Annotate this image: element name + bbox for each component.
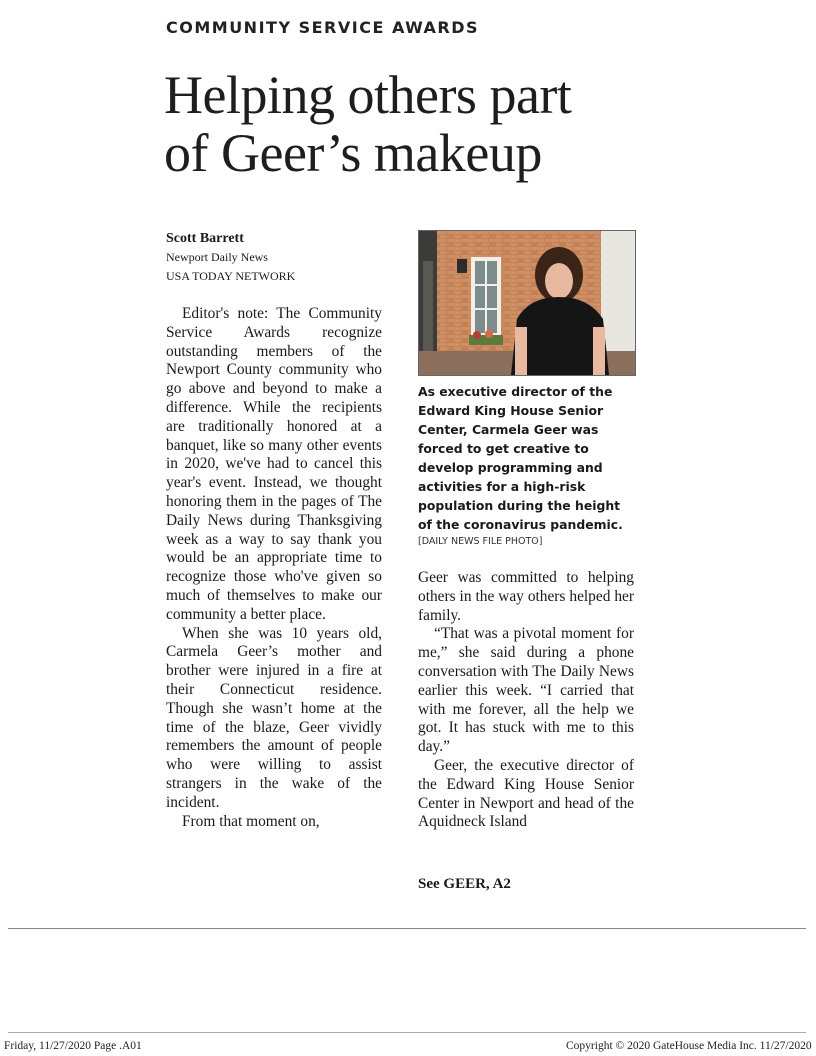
page-divider: [8, 928, 806, 929]
section-kicker: COMMUNITY SERVICE AWARDS: [166, 18, 480, 37]
paragraph: “That was a pivotal moment for me,” she said during a phone conversation with The Daily News earlier this week. “I carried that with me forever, all the help we got. It has stuck with me to this day.”: [418, 625, 634, 756]
photo-caption: As executive director of the Edward King House Senior Center, Carmela Geer was forced to get creative to develop programming and activities for a high-risk population during the height of the coronavirus pandemic.: [418, 384, 623, 532]
photo-illustration: [419, 231, 635, 375]
article-photo: [418, 230, 636, 376]
jump-line: See GEER, A2: [418, 876, 511, 892]
footer-date-page: Friday, 11/27/2020 Page .A01: [4, 1040, 142, 1052]
paragraph: When she was 10 years old, Carmela Geer’s mother and brother were injured in a fire at their Connecticut residence. Though she wasn’t home at the time of the blaze, Geer vividly remembers the amount of people who were willing to assist strangers in the wake of the incident.: [166, 624, 382, 811]
article-column-2: [418, 569, 634, 832]
paragraph: From that moment on,: [182, 812, 320, 830]
outlet-name: Newport Daily News: [166, 250, 268, 264]
paragraph: Geer, the executive director of the Edward King House Senior Center in Newport and head of the Aquidneck Island: [418, 756, 634, 831]
paragraph: Geer was committed to helping others in the way others helped her family.: [418, 569, 634, 624]
network-name: USA TODAY NETWORK: [166, 269, 296, 283]
headline-line-2: of Geer’s makeup: [164, 123, 542, 183]
byline: [166, 230, 396, 286]
footer-copyright: Copyright © 2020 GateHouse Media Inc. 11/27/2020: [566, 1040, 812, 1052]
photo-credit: [DAILY NEWS FILE PHOTO]: [418, 536, 543, 547]
headline: [164, 66, 764, 182]
headline-line-1: Helping others part: [164, 65, 572, 125]
author-name: Scott Barrett: [166, 231, 244, 246]
footer-divider: [8, 1032, 806, 1033]
paragraph-editors-note: Editor's note: The Community Service Awards recognize outstanding members of the Newport County community who go above and beyond to make a difference. While the recipients are traditionally honored at a banquet, like so many other events in 2020, we've had to cancel this year's event. Instead, we thought honoring them in the pages of The Daily News during Thanksgiving week as a way to say thank you would be an appropriate time to recognize those who've given so much of themselves to make our community a better place.: [166, 305, 382, 623]
article-column-1: [166, 305, 382, 831]
